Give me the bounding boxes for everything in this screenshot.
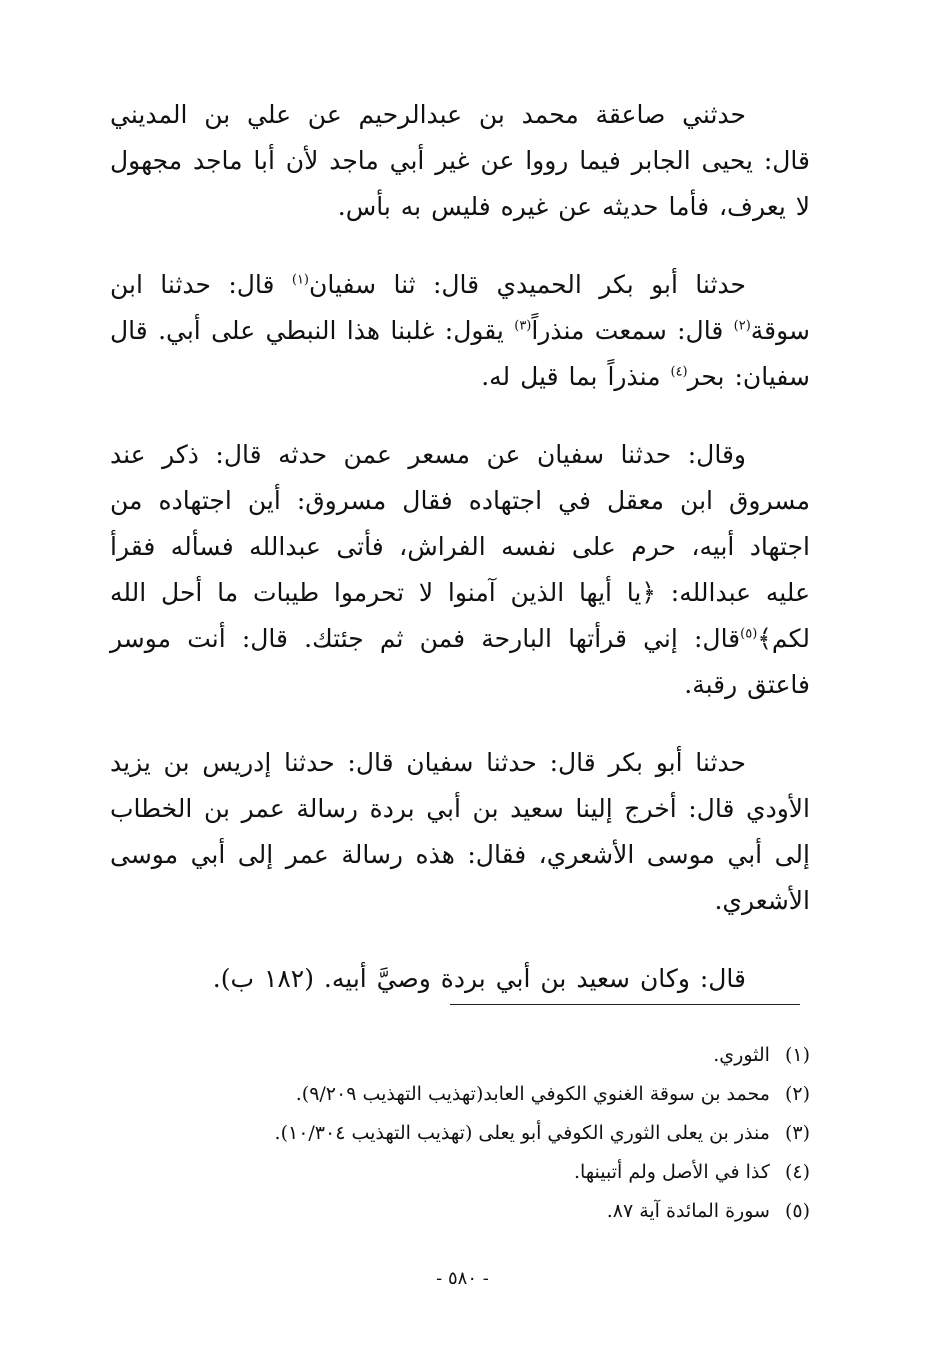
paragraph-3 bbox=[110, 432, 810, 708]
footnote-3 bbox=[110, 1114, 810, 1153]
paragraph-2-part-d: يقول: غلبنا هذا النبطي على أبي. قال سفيان: بحر bbox=[110, 316, 810, 391]
footnote-4 bbox=[110, 1153, 810, 1192]
paragraph-3-part-a: وقال: حدثنا سفيان عن مسعر عمن حدثه قال: ذكر عند مسروق ابن معقل في اجتهاده فقال مسروق: أين اجتهاده من اجتهاد أبيه، حرم على نفسه الفراش، فأتى عبدالله فسأله فقرأ عليه عبدالله: ﴿يا أيها الذين آمنوا لا تحرموا طيبات ما أحل الله لكم﴾ bbox=[110, 440, 811, 653]
footnote-number: (٢) bbox=[784, 1083, 810, 1105]
footnote-text: سورة المائدة آية ٨٧. bbox=[606, 1200, 770, 1222]
footnote-divider bbox=[450, 1004, 800, 1005]
main-text bbox=[110, 92, 810, 1034]
paragraph-1: حدثني صاعقة محمد بن عبدالرحيم عن علي بن المديني قال: يحيى الجابر فيما رووا عن غير أبي ماجد لأن أبا ماجد مجهول لا يعرف، فأما حديثه عن غيره فليس به بأس. bbox=[110, 100, 810, 221]
footnote-number: (٥) bbox=[784, 1200, 810, 1222]
footnote-2 bbox=[110, 1075, 810, 1114]
footnote-ref-4: (٤) bbox=[670, 364, 688, 380]
footnote-number: (٤) bbox=[784, 1161, 810, 1183]
footnote-text: كذا في الأصل ولم أتبينها. bbox=[573, 1161, 770, 1183]
footnotes bbox=[110, 1036, 810, 1231]
paragraph-2-part-e: منذراً بما قيل له. bbox=[481, 362, 671, 391]
paragraph-2 bbox=[110, 262, 810, 400]
footnote-number: (٣) bbox=[784, 1122, 810, 1144]
footnote-ref-5: (٥) bbox=[740, 626, 758, 642]
footnote-text: محمد بن سوقة الغنوي الكوفي العابد(تهذيب التهذيب ٩/٢٠٩). bbox=[295, 1083, 770, 1105]
paragraph-2-part-a: حدثنا أبو بكر الحميدي قال: ثنا سفيان bbox=[309, 270, 746, 299]
paragraph-2-part-c: قال: سمعت منذراً bbox=[531, 316, 734, 345]
paragraph-2-part-b: قال: حدثنا ابن سوقة bbox=[110, 270, 810, 345]
footnote-number: (١) bbox=[784, 1044, 810, 1066]
footnote-ref-1: (١) bbox=[291, 272, 309, 288]
footnote-ref-3: (٣) bbox=[514, 318, 532, 334]
paragraph-3-part-b: قال: إني قرأتها البارحة فمن ثم جئتك. قال: أنت موسر فاعتق رقبة. bbox=[110, 624, 810, 699]
page-number: - ٥٨٠ - bbox=[436, 1268, 489, 1289]
footnote-text: منذر بن يعلى الثوري الكوفي أبو يعلى (تهذيب التهذيب ١٠/٣٠٤). bbox=[274, 1122, 770, 1144]
footnote-5 bbox=[110, 1192, 810, 1231]
footnote-ref-2: (٢) bbox=[733, 318, 751, 334]
footnote-1 bbox=[110, 1036, 810, 1075]
paragraph-4: حدثنا أبو بكر قال: حدثنا سفيان قال: حدثنا إدريس بن يزيد الأودي قال: أخرج إلينا سعيد بن أبي بردة رسالة عمر بن الخطاب إلى أبي موسى الأشعري، فقال: هذه رسالة عمر إلى أبي موسى الأشعري. bbox=[110, 748, 810, 915]
footnote-text: الثوري. bbox=[713, 1044, 770, 1066]
paragraph-5: قال: وكان سعيد بن أبي بردة وصيَّ أبيه. (١٨٢ ب). bbox=[212, 964, 746, 993]
